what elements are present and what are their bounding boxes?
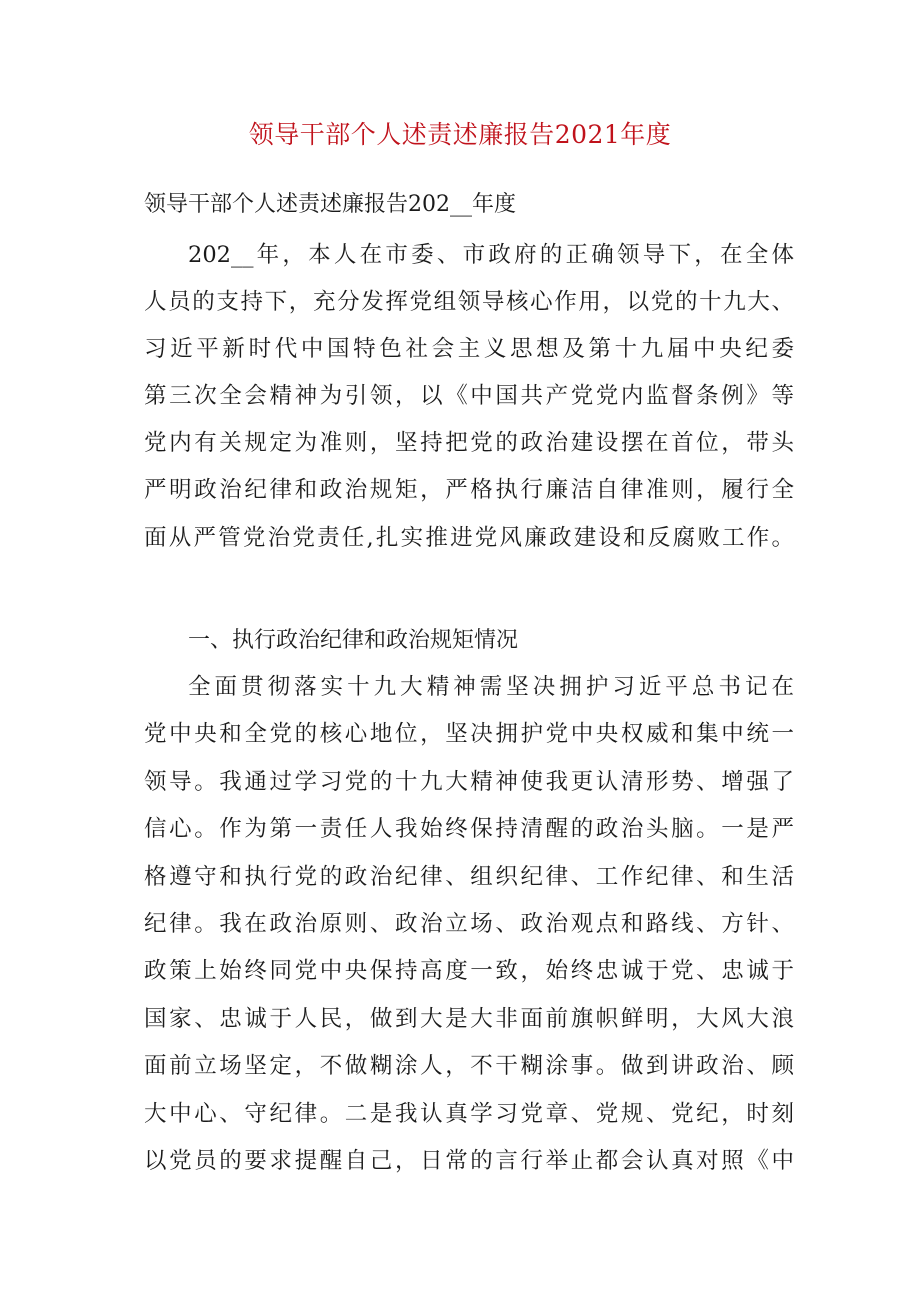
intro-line: 习近平新时代中国特色社会主义思想及第十九届中央纪委 [144, 336, 794, 362]
section-line: 领导。我通过学习党的十九大精神使我更认清形势、增强了 [144, 769, 794, 795]
intro-line: 严明政治纪律和政治规矩，严格执行廉洁自律准则，履行全 [144, 477, 794, 503]
intro-line: 面从严管党治党责任,扎实推进党风廉政建设和反腐败工作。 [144, 525, 794, 551]
section-line: 全面贯彻落实十九大精神需坚决拥护习近平总书记在 [188, 674, 794, 700]
section-line: 党中央和全党的核心地位，坚决拥护党中央权威和集中统一 [144, 721, 794, 747]
section-line: 纪律。我在政治原则、政治立场、政治观点和路线、方针、 [144, 911, 794, 937]
section-line: 以党员的要求提醒自己，日常的言行举止都会认真对照《中 [144, 1148, 794, 1174]
section-line: 信心。作为第一责任人我始终保持清醒的政治头脑。一是严 [144, 816, 794, 842]
intro-line: 第三次全会精神为引领，以《中国共产党党内监督条例》等 [144, 383, 794, 409]
document-title: 领导干部个人述责述廉报告2021年度 [248, 120, 672, 149]
section-heading: 一、执行政治纪律和政治规矩情况 [188, 628, 519, 653]
intro-line: 人员的支持下，充分发挥党组领导核心作用，以党的十九大、 [144, 289, 794, 315]
section-line: 政策上始终同党中央保持高度一致，始终忠诚于党、忠诚于 [144, 958, 794, 984]
section-line: 格遵守和执行党的政治纪律、组织纪律、工作纪律、和生活 [144, 864, 794, 890]
section-line: 大中心、守纪律。二是我认真学习党章、党规、党纪，时刻 [144, 1101, 794, 1127]
section-line: 面前立场坚定，不做糊涂人，不干糊涂事。做到讲政治、顾 [144, 1053, 794, 1079]
section-line: 国家、忠诚于人民，做到大是大非面前旗帜鲜明，大风大浪 [144, 1006, 794, 1032]
document-subtitle: 领导干部个人述责述廉报告202__年度 [144, 192, 516, 217]
intro-line: 202__年，本人在市委、市政府的正确领导下，在全体 [188, 242, 794, 268]
intro-line: 党内有关规定为准则，坚持把党的政治建设摆在首位，带头 [144, 430, 794, 456]
